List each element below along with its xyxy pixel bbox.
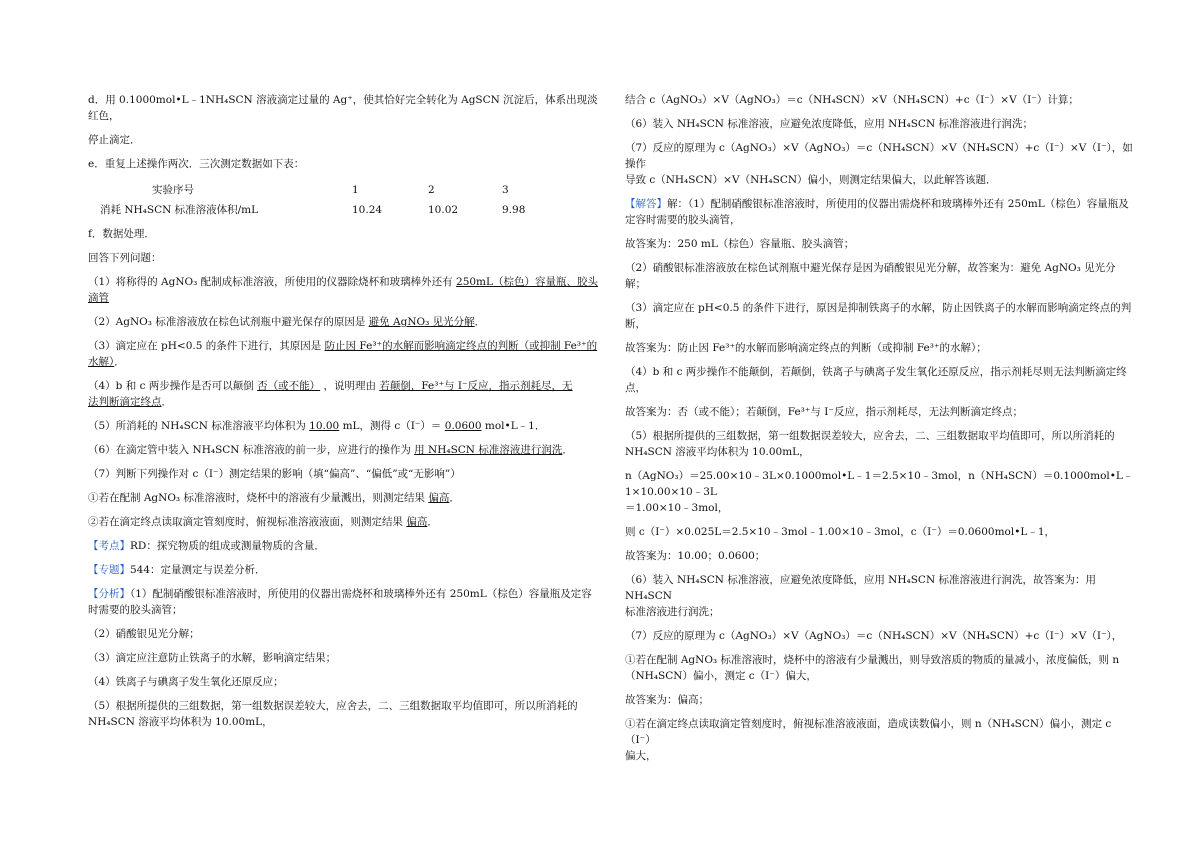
question-2: （2）AgNO₃ 标准溶液放在棕色试剂瓶中避光保存的原因是 避免 AgNO₃ 见光分解． bbox=[88, 316, 486, 328]
text-line: （2）硝酸银标准溶液放在棕色试剂瓶中避光保存是因为硝酸银见光分解，故答案为：避免 AgNO₃ 见光分解； bbox=[625, 262, 1116, 290]
answer-blank: 否（或不能） bbox=[257, 380, 321, 392]
table-cell: 10.24 bbox=[352, 204, 383, 216]
answer-blank: 滴管 bbox=[88, 292, 109, 304]
table-row bbox=[88, 180, 562, 200]
text-line: （5）根据所提供的三组数据，第一组数据误差较大，应舍去，二、三组数据取平均值即可，所以所消耗的 NH₄SCN 溶液平均体积为 10.00mL， bbox=[625, 430, 1115, 458]
answer-blank: 10.00 bbox=[309, 420, 340, 432]
text-line: 故答案为：10.00；0.0600； bbox=[625, 550, 766, 562]
answer-blank: 避免 AgNO₃ 见光分解 bbox=[368, 316, 475, 328]
left-column bbox=[88, 92, 598, 738]
text-line: n（AgNO₃）＝25.00×10﹣3L×0.1000mol•L﹣1＝2.5×10﹣3mol，n（NH₄SCN）＝0.1000mol•L﹣1×10.00×10﹣3L ＝1.00×10﹣3mol， bbox=[625, 470, 1134, 514]
table-header-cell: 2 bbox=[428, 184, 435, 196]
answer-blank: 水解） bbox=[88, 356, 115, 368]
text-line: （6）装入 NH₄SCN 标准溶液，应避免浓度降低，应用 NH₄SCN 标准溶液进行润洗； bbox=[625, 118, 1033, 130]
right-column bbox=[625, 92, 1135, 772]
text-line: （4）b 和 c 两步操作不能颠倒，若颠倒，铁离子与碘离子发生氧化还原反应，指示剂耗尽则无法判断滴定终 点， bbox=[625, 366, 1127, 394]
fenxi-line: 【分析】（1）配制硝酸银标准溶液时，所使用的仪器出需烧杯和玻璃棒外还有 250mL（棕色）容量瓶及定容 时需要的胶头滴管； bbox=[88, 588, 592, 616]
text-line: 则 c（I⁻）×0.025L＝2.5×10﹣3mol﹣1.00×10﹣3mol，c（I⁻）＝0.0600mol•L﹣1， bbox=[625, 526, 1056, 538]
text-line: （2）硝酸银见光分解； bbox=[88, 628, 200, 640]
table-cell: 9.98 bbox=[502, 204, 526, 216]
text-line: d．用 0.1000mol•L﹣1NH₄SCN 溶液滴定过量的 Ag⁺，使其恰好完全转化为 AgSCN 沉淀后，体系出现淡红色， bbox=[88, 94, 598, 122]
text-line: （3）滴定应在 pH<0.5 的条件下进行，原因是抑制铁离子的水解，防止因铁离子的水解而影响滴定终点的判 断， bbox=[625, 302, 1132, 330]
text-line: ①若在配制 AgNO₃ 标准溶液时，烧杯中的溶液有少量溅出，则导致溶质的物质的量减小，浓度偏低，则 n （NH₄SCN）偏小，测定 c（I⁻）偏大， bbox=[625, 654, 1120, 682]
kaodian-line: 【考点】RD：探究物质的组成或测量物质的含量． bbox=[88, 540, 325, 552]
answer-blank: 偏高 bbox=[428, 492, 450, 504]
fenxi-tag: 【分析】 bbox=[88, 588, 130, 600]
text-line: ①若在滴定终点读取滴定管刻度时，俯视标准溶液液面，造成读数偏小，则 n（NH₄SCN）偏小，测定 c（I⁻） 偏大， bbox=[625, 718, 1112, 762]
zhuanti-line: 【专题】544：定量测定与误差分析． bbox=[88, 564, 266, 576]
text-line: （6）装入 NH₄SCN 标准溶液，应避免浓度降低，应用 NH₄SCN 标准溶液进行润洗，故答案为：用 NH₄SCN 标准溶液进行润洗； bbox=[625, 574, 1096, 618]
question-4: （4）b 和 c 两步操作是否可以颠倒 否（或不能） ，说明理由 若颠倒，Fe³⁺与 I⁻反应，指示剂耗尽，无 法判断滴定终点． bbox=[88, 380, 573, 408]
zhuanti-tag: 【专题】 bbox=[88, 564, 130, 576]
question-3: （3）滴定应在 pH<0.5 的条件下进行，其原因是 防止因 Fe³⁺的水解而影响滴定终点的判断（或抑制 Fe³⁺的 水解）． bbox=[88, 340, 598, 368]
table-header-cell: 3 bbox=[502, 184, 509, 196]
text-line: f．数据处理． bbox=[88, 228, 155, 240]
kaodian-tag: 【考点】 bbox=[88, 540, 130, 552]
question-7b: ②若在滴定终点读取滴定管刻度时，俯视标准溶液液面，则测定结果 偏高． bbox=[88, 516, 438, 528]
table-header-cell: 实验序号 bbox=[152, 184, 194, 196]
text-line: e．重复上述操作两次．三次测定数据如下表： bbox=[88, 158, 305, 170]
question-7a: ①若在配制 AgNO₃ 标准溶液时，烧杯中的溶液有少量溅出，则测定结果 偏高． bbox=[88, 492, 460, 504]
text-line: 故答案为：防止因 Fe³⁺的水解而影响滴定终点的判断（或抑制 Fe³⁺的水解）； bbox=[625, 342, 987, 354]
answer-blank: 偏高 bbox=[406, 516, 428, 528]
table-header-cell: 1 bbox=[352, 184, 359, 196]
text-line: （7）反应的原理为 c（AgNO₃）×V（AgNO₃）＝c（NH₄SCN）×V（NH₄SCN）+c（I⁻）×V（I⁻），如操作 导致 c（NH₄SCN）×V（NH₄SCN）偏小，则测定结果偏大，以此解答该题． bbox=[625, 142, 1133, 186]
text-line: （3）滴定应注意防止铁离子的水解，影响滴定结果； bbox=[88, 652, 337, 664]
table-cell: 10.02 bbox=[428, 204, 459, 216]
jieda-line: 【解答】解：（1）配制硝酸银标准溶液时，所使用的仪器出需烧杯和玻璃棒外还有 250mL（棕色）容量瓶及 定容时需要的胶头滴管， bbox=[625, 198, 1129, 226]
table-cell: 消耗 NH₄SCN 标准溶液体积/mL bbox=[100, 204, 259, 216]
answer-blank: 250mL（棕色）容量瓶、胶头 bbox=[456, 276, 598, 288]
answer-blank: 若颠倒，Fe³⁺与 I⁻反应，指示剂耗尽，无 bbox=[379, 380, 573, 392]
answer-blank: 用 NH₄SCN 标准溶液进行润洗 bbox=[414, 444, 563, 456]
text-line: 结合 c（AgNO₃）×V（AgNO₃）＝c（NH₄SCN）×V（NH₄SCN）+c（I⁻）×V（I⁻）计算； bbox=[625, 94, 1079, 106]
question-1: （1）将称得的 AgNO₃ 配制成标准溶液，所使用的仪器除烧杯和玻璃棒外还有 250mL（棕色）容量瓶、胶头 滴管 bbox=[88, 276, 598, 304]
question-5: （5）所消耗的 NH₄SCN 标准溶液平均体积为 10.00 mL，测得 c（I⁻）＝ 0.0600 mol•L﹣1． bbox=[88, 420, 546, 432]
text-line: 故答案为：否（或不能）；若颠倒，Fe³⁺与 I⁻反应，指示剂耗尽，无法判断滴定终点； bbox=[625, 406, 1023, 418]
text-line: 停止滴定． bbox=[88, 134, 141, 146]
text-line: （4）铁离子与碘离子发生氧化还原反应； bbox=[88, 676, 284, 688]
answer-blank: 防止因 Fe³⁺的水解而影响滴定终点的判断（或抑制 Fe³⁺的 bbox=[324, 340, 598, 352]
question-6: （6）在滴定管中装入 NH₄SCN 标准溶液的前一步，应进行的操作为 用 NH₄SCN 标准溶液进行润洗． bbox=[88, 444, 573, 456]
question-7: （7）判断下列操作对 c（I⁻）测定结果的影响（填“偏高”、“偏低”或“无影响”） bbox=[88, 468, 461, 480]
answer-blank: 0.0600 bbox=[444, 420, 482, 432]
jieda-tag: 【解答】 bbox=[625, 198, 667, 210]
text-line: 回答下列问题： bbox=[88, 252, 162, 264]
text-line: 故答案为：偏高； bbox=[625, 694, 709, 706]
table-row bbox=[88, 200, 562, 220]
text-line: （5）根据所提供的三组数据，第一组数据误差较大，应舍去，二、三组数据取平均值即可，所以所消耗的 NH₄SCN 溶液平均体积为 10.00mL， bbox=[88, 700, 578, 728]
titration-data-table bbox=[88, 180, 562, 220]
text-line: （7）反应的原理为 c（AgNO₃）×V（AgNO₃）＝c（NH₄SCN）×V（NH₄SCN）+c（I⁻）×V（I⁻）， bbox=[625, 630, 1123, 642]
text-line: 故答案为：250 mL（棕色）容量瓶、胶头滴管； bbox=[625, 238, 855, 250]
answer-blank: 法判断滴定终点 bbox=[88, 396, 162, 408]
